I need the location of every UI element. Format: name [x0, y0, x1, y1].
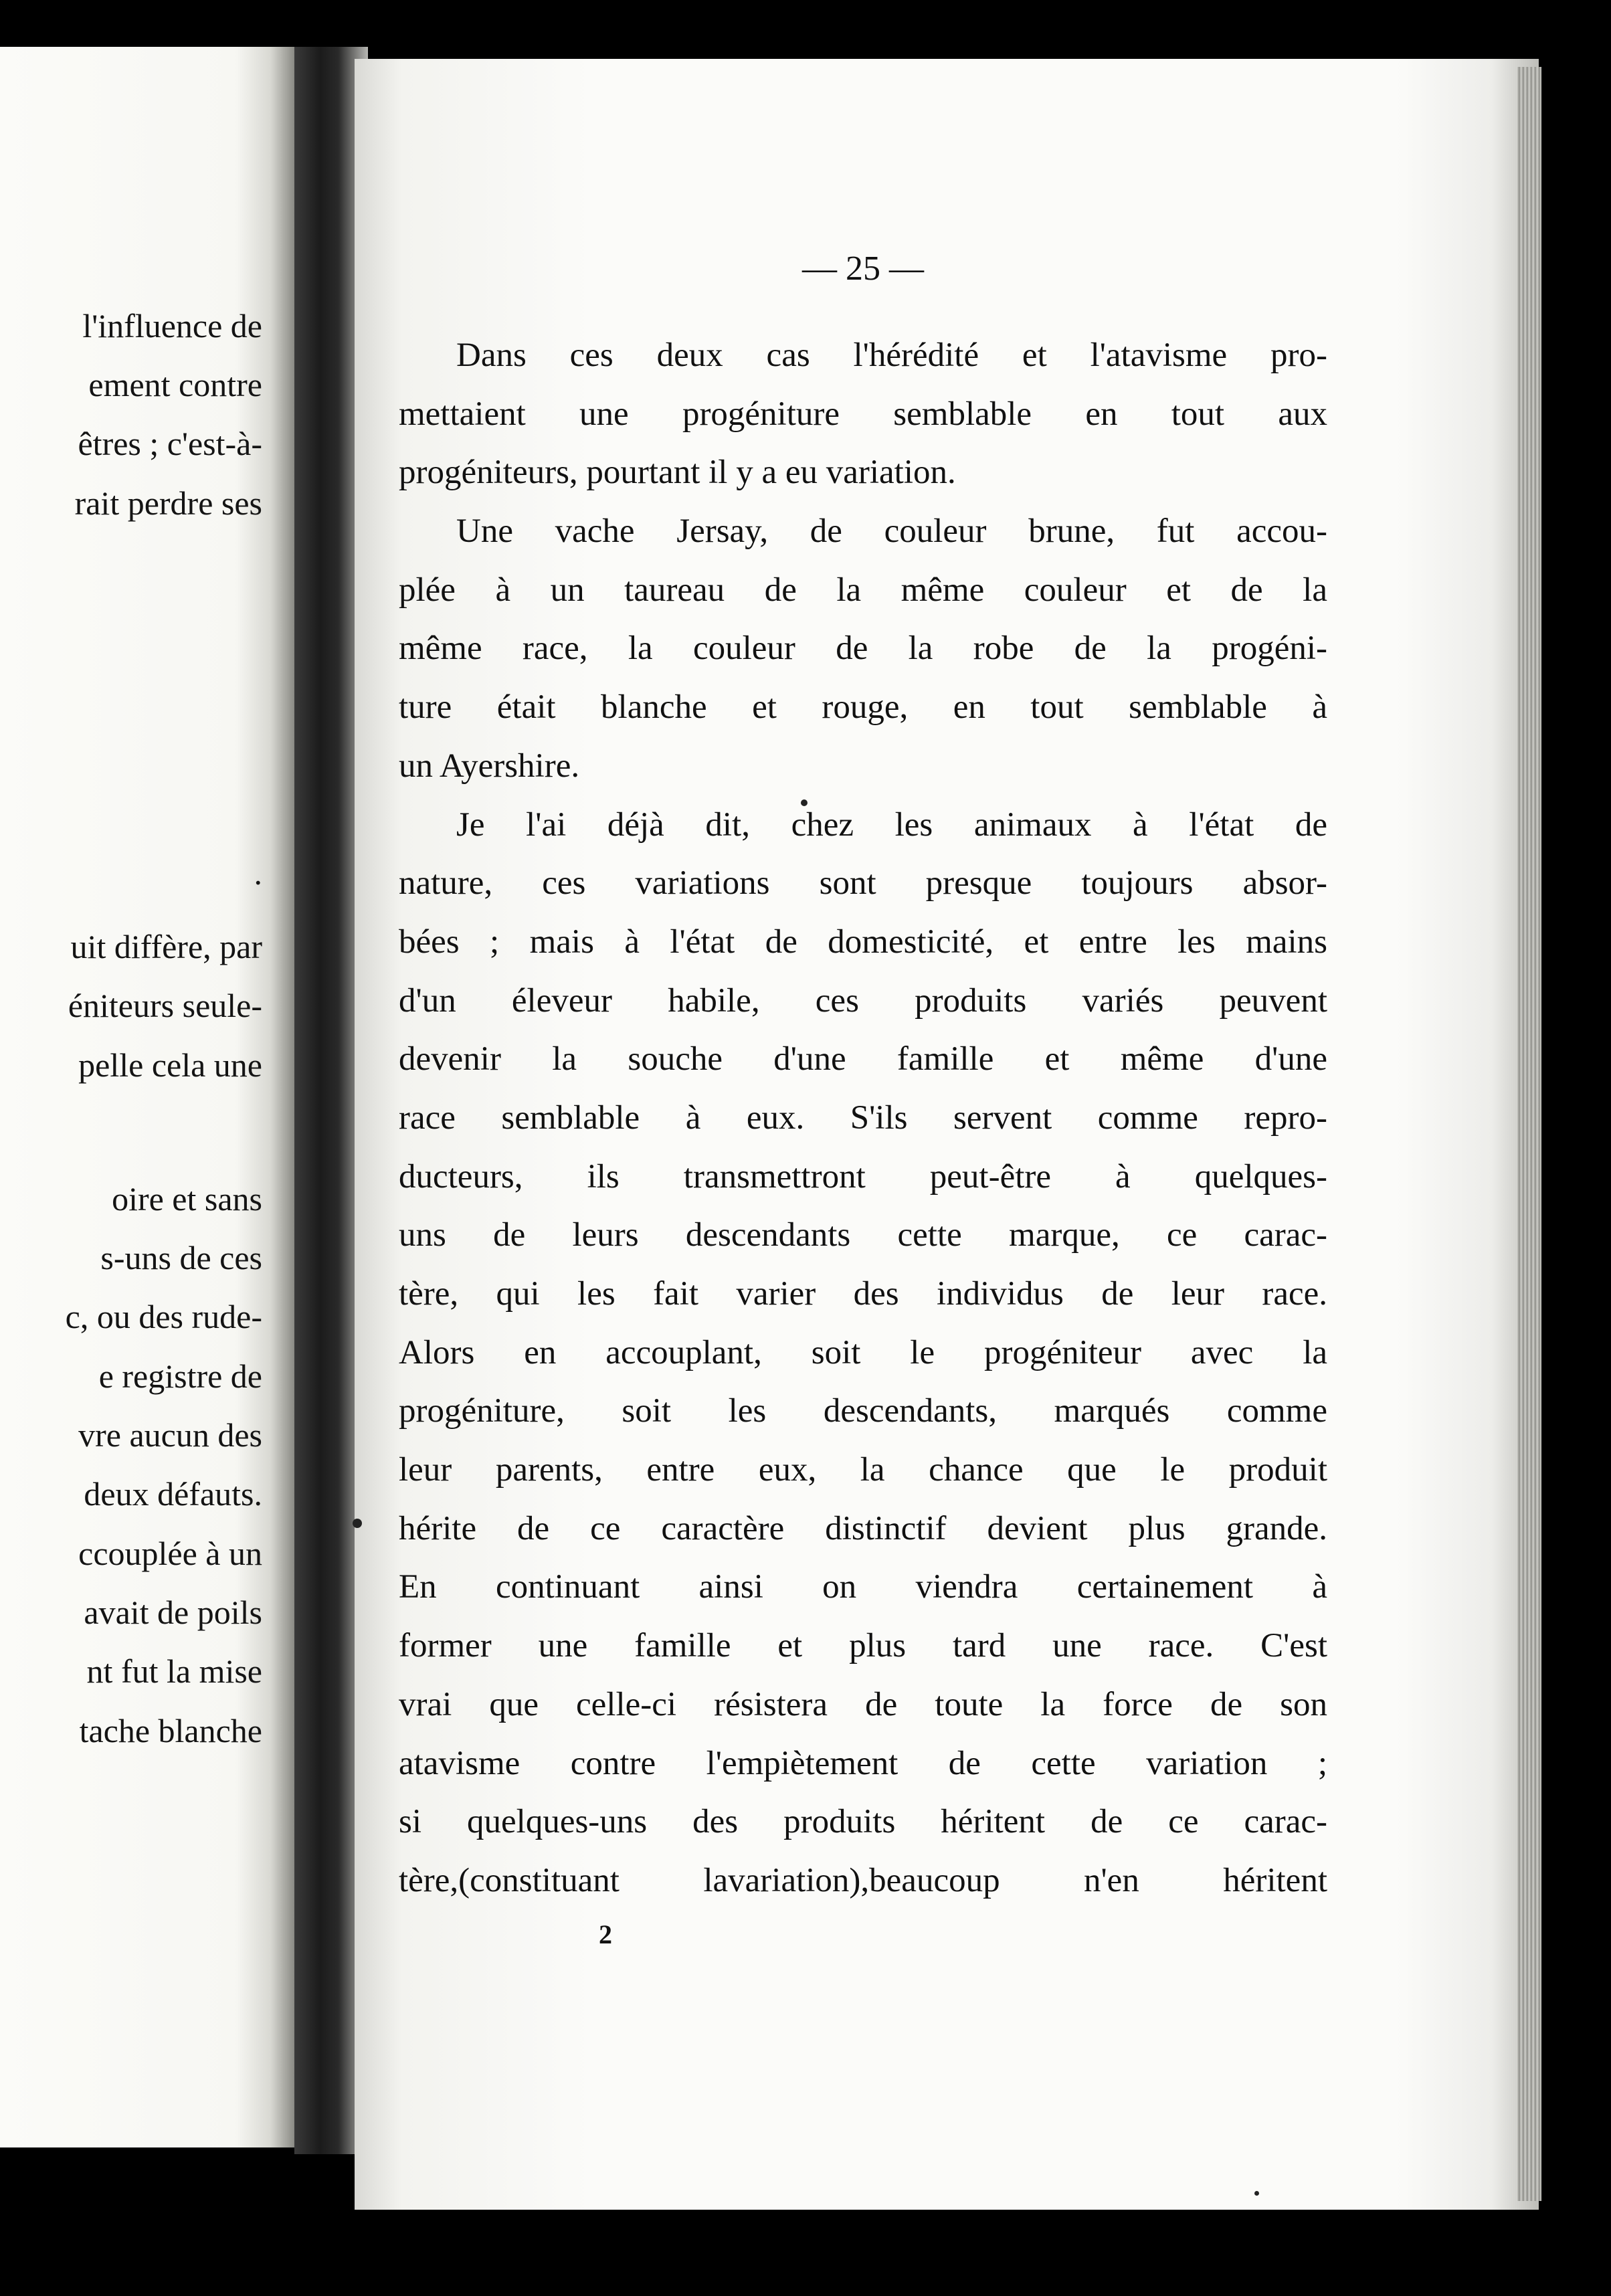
text-line: devenir la souche d'une famille et même d'une	[399, 1040, 1327, 1078]
text-line: ture était blanche et rouge, en tout semblable à	[399, 688, 1327, 727]
left-page-line: l'influence de	[82, 307, 262, 345]
page-edges	[1517, 67, 1541, 2201]
text-line: leur parents, entre eux, la chance que le produit	[399, 1451, 1327, 1489]
left-page-line: oire et sans	[112, 1180, 262, 1218]
left-page-line: ement contre	[88, 366, 262, 403]
text-line: Alors en accouplant, soit le progéniteur avec la	[399, 1333, 1327, 1371]
text-line: ducteurs, ils transmettront peut-être à quelques-	[399, 1157, 1327, 1195]
left-page-line: vre aucun des	[78, 1416, 262, 1454]
text-line: atavisme contre l'empiètement de cette variation ;	[399, 1744, 1327, 1782]
text-line: plée à un taureau de la même couleur et de la	[399, 571, 1327, 609]
text-line: En continuant ainsi on viendra certainement à	[399, 1568, 1327, 1606]
text-line: Je l'ai déjà dit, chez les animaux à l'état de	[456, 805, 1327, 844]
left-page	[0, 47, 294, 2147]
left-page-line: pelle cela une	[78, 1046, 262, 1084]
left-page-line: deux défauts.	[84, 1475, 262, 1513]
left-page-line: rait perdre ses	[74, 484, 262, 522]
text-line: Dans ces deux cas l'hérédité et l'atavisme pro-	[456, 337, 1327, 374]
dust-speck	[353, 1519, 362, 1528]
text-line: hérite de ce caractère distinctif devient plus grande.	[399, 1509, 1327, 1547]
page-body-text	[399, 326, 1327, 1911]
left-page-line: uit diffère, par	[70, 928, 262, 965]
left-page-line: .	[254, 854, 262, 892]
left-page-line: tache blanche	[79, 1712, 262, 1749]
text-line: uns de leurs descendants cette marque, ce carac-	[399, 1216, 1327, 1254]
left-page-line: êtres ; c'est-à-	[78, 425, 262, 462]
signature-mark: 2	[599, 1919, 612, 1949]
text-line: former une famille et plus tard une race. C'est	[399, 1627, 1327, 1665]
left-page-line: c, ou des rude-	[65, 1298, 262, 1335]
left-page-line: s-uns de ces	[100, 1239, 262, 1276]
text-line: vrai que celle-ci résistera de toute la force de son	[399, 1685, 1327, 1723]
page-number: — 25 —	[802, 250, 924, 288]
text-line: même race, la couleur de la robe de la progéni-	[399, 630, 1327, 668]
left-page-line: nt fut la mise	[86, 1652, 262, 1690]
text-line: si quelques-uns des produits héritent de ce carac-	[399, 1803, 1327, 1841]
text-line: race semblable à eux. S'ils servent comme repro-	[399, 1098, 1327, 1137]
left-page-line: e registre de	[98, 1357, 262, 1395]
text-line: tère,(constituant lavariation),beaucoup n'en héritent	[399, 1861, 1327, 1899]
text-line: un Ayershire.	[399, 747, 580, 785]
text-line: bées ; mais à l'état de domesticité, et entre les mains	[399, 923, 1327, 961]
left-page-line: éniteurs seule-	[68, 987, 262, 1024]
dust-speck	[1254, 2191, 1259, 2196]
left-page-line: avait de poils	[84, 1594, 262, 1631]
dust-speck	[801, 799, 808, 806]
text-line: nature, ces variations sont presque toujours absor-	[399, 864, 1327, 902]
text-line: mettaient une progéniture semblable en tout aux	[399, 395, 1327, 433]
left-page-line: ccouplée à un	[78, 1535, 262, 1572]
text-line: tère, qui les fait varier des individus de leur race.	[399, 1275, 1327, 1313]
text-line: progéniture, soit les descendants, marqués comme	[399, 1392, 1327, 1430]
text-line: Une vache Jersay, de couleur brune, fut accou-	[456, 512, 1327, 551]
text-line: d'un éleveur habile, ces produits variés peuvent	[399, 981, 1327, 1020]
text-line: progéniteurs, pourtant il y a eu variation.	[399, 454, 956, 492]
